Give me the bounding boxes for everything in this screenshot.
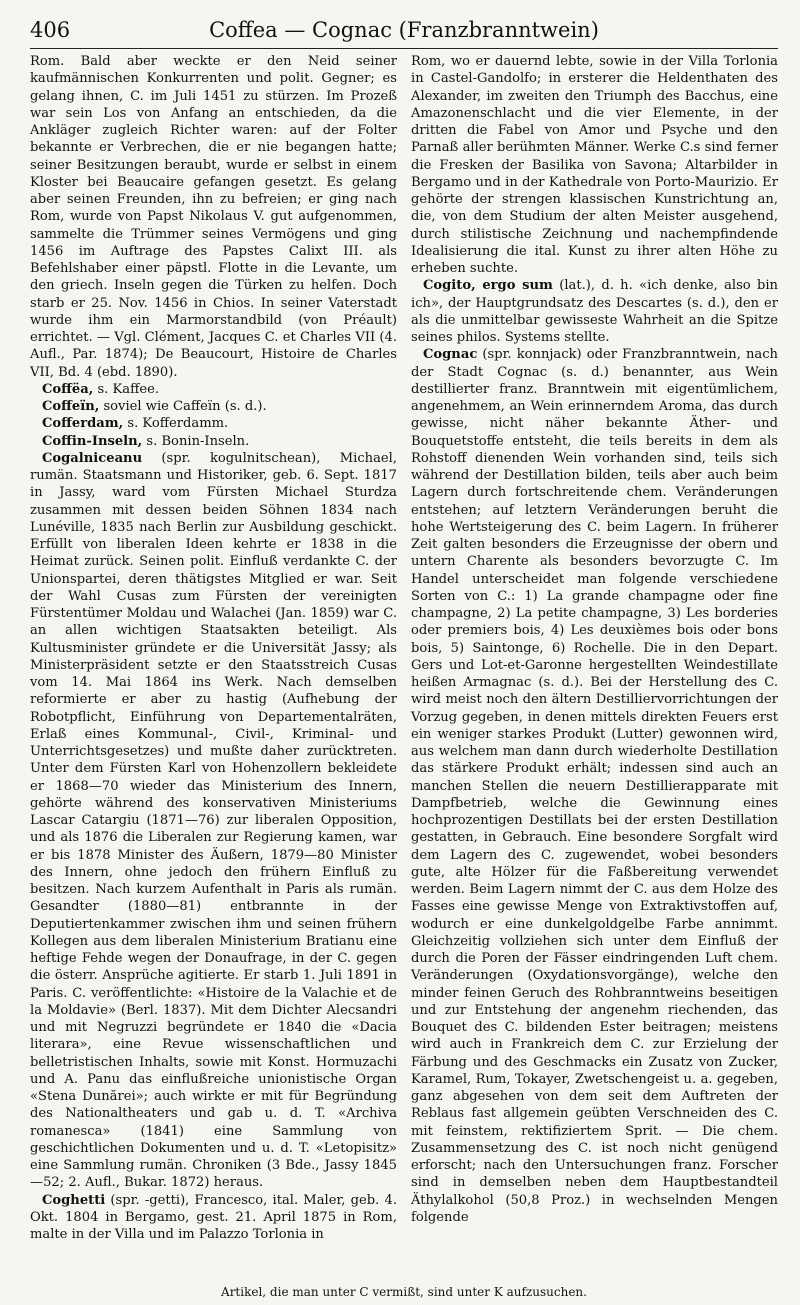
entry-cognac bbox=[411, 346, 778, 1226]
entry-coffin-inseln bbox=[30, 433, 397, 450]
headword: Cofferdam, bbox=[42, 416, 124, 432]
headword: Cogito, ergo sum bbox=[423, 278, 553, 294]
text-columns bbox=[30, 53, 778, 1243]
right-column bbox=[411, 53, 778, 1243]
headword: Cogalniceanu bbox=[42, 450, 143, 466]
entry-continuation: Rom. Bald aber weckte er den Neid seiner kaufmännischen Konkurrenten und polit. Gegner; es gelang ihnen, C. im Juli 1451 zu stürzen. Im Prozeß war sein Los von Anfang an entschieden, da die Ankläger zugleich Richter waren: auf der Folter bekannte er Verbrechen, die er nie begangen hatte; seiner Besitzungen beraubt, wurde er selbst in einem Kloster bei Beaucaire gefangen gesetzt. Es gelang aber seinen Freunden, ihn zu befreien; er ging nach Rom, wurde von Papst Nikolaus V. gut aufgenommen, sammelte die Trümmer seines Vermögens und ging 1456 im Auftrage des Papstes Calixt III. als Befehlshaber einer päpstl. Flotte in die Levante, um den griech. Inseln gegen die Türken zu helfen. Doch starb er 25. Nov. 1456 in Chios. In seiner Vaterstadt wurde ihm ein Marmorstandbild (von Préault) errichtet. — Vgl. Clément, Jacques C. et Charles VII (4. Aufl., Par. 1874); De Beaucourt, Histoire de Charles VII, Bd. 4 (ebd. 1890). bbox=[30, 54, 397, 380]
running-head: Coffea — Cognac (Franzbranntwein) bbox=[209, 18, 599, 42]
page-header bbox=[30, 14, 778, 48]
entry-coffein bbox=[30, 398, 397, 415]
headword: Coffëa, bbox=[42, 381, 94, 397]
entry-cofferdam bbox=[30, 415, 397, 432]
entry-continuation: Rom, wo er dauernd lebte, sowie in der Villa Torlonia in Castel-Gandolfo; in ersterer die Heldenthaten des Alexander, im zweiten den Triumph des Bacchus, eine Amazonenschlacht und die vier Elemente, in der dritten die Fabel von Amor und Psyche und den Parnaß aller berühmten Männer. Werke C.s sind ferner die Fresken der Basilika von Savona; Altarbilder in Bergamo und in der Kathedrale von Porto-Maurizio. Er gehörte der strengen klassischen Kunstrichtung an, die, von dem Studium der alten Meister ausgehend, durch stilistische Zeichnung und nachempfindende Idealisierung die ital. Kunst zu ihrer alten Höhe zu erheben suchte. bbox=[411, 54, 778, 276]
headword: Coghetti bbox=[42, 1192, 106, 1208]
headword: Coffeïn, bbox=[42, 399, 100, 414]
entry-cogito bbox=[411, 277, 778, 346]
entry-text: (spr. konnjack) oder Franzbranntwein, nach der Stadt Cognac (s. d.) benannter, aus Wein destillierter franz. Branntwein mit eigentümlichem, angenehmem, an Wein erinnerndem Aroma, das durch gewisse, nicht näher bekannte Äther- und Bouquetstoffe entsteht, die teils bereits in dem als Rohstoff dienenden Wein vorhanden sind, teils sich während der Destillation bilden, teils aber auch beim Lagern durch fortschreitende chem. Veränderungen entstehen; auf letztern Veränderungen beruht die hohe Wertsteigerung des C. beim Lagern. In früherer Zeit galten besonders die Erzeugnisse der obern und untern Charente als besonders bevorzugte C. Im Handel unterscheidet man folgende verschiedene Sorten von C.: 1) La grande champagne oder fine champagne, 2) La petite champagne, 3) Les borderies oder premiers bois, 4) Les deuxièmes bois oder bons bois, 5) Saintonge, 6) Rochelle. Die in den Depart. Gers und Lot-et-Garonne hergestellten Weindestillate heißen Armagnac (s. d.). Bei der Herstellung des C. wird meist noch den ältern Destilliervorrichtungen der Vorzug gegeben, in denen mittels direkten Feuers erst ein weniger starkes Produkt (Lutter) gewonnen wird, aus welchem man dann durch wiederholte Destillation das stärkere Produkt erhält; indessen sind auch an manchen Stellen die neuern Destillierapparate mit Dampfbetrieb, welche die Gewinnung eines hochprozentigen Destillats bei der ersten Destillation gestatten, in Gebrauch. Eine besondere Sorgfalt wird dem Lagern des C. zugewendet, wobei besonders gute, alte Hölzer für die Faßbereitung verwendet werden. Beim Lagern nimmt der C. aus dem Holze des Fasses eine gewisse Menge von Extraktivstoffen auf, wodurch er eine dunkelgoldgelbe Farbe annimmt. Gleichzeitig vollziehen sich unter dem Einfluß der durch die Poren der Fässer eindringenden Luft chem. Veränderungen (Oxydationsvorgänge), welche den minder feinen Geruch des Rohbranntweins beseitigen und zur Entstehung der angenehm riechenden, das Bouquet des C. bildenden Ester beitragen; meistens wird auch in Frankreich dem C. zur Erzielung der Färbung und des Geschmacks ein Zusatz von Zucker, Karamel, Rum, Tokayer, Zwetschengeist u. a. gegeben, ganz abgesehen von dem seit dem Auftreten der Reblaus fast allgemein geübten Verschneiden des C. mit feinstem, rektifiziertem Sprit. — Die chem. Zusammensetzung des C. ist noch nicht genügend erforscht; nach den Untersuchungen franz. Forscher sind in demselben neben dem Hauptbestandteil Äthylalkohol (50,8 Proz.) in wechselnden Mengen folgende bbox=[411, 347, 778, 1225]
headword: Coffin-Inseln, bbox=[42, 433, 143, 449]
entry-text: (lat.), d. h. «ich denke, also bin ich», der Hauptgrundsatz des Descartes (s. d.), den er als die unmittelbar gewisseste Wahrheit an die Spitze seines philos. Systems stellte. bbox=[411, 278, 778, 345]
entry-text: soviel wie Caffeïn (s. d.). bbox=[99, 399, 267, 414]
headword: Cognac bbox=[423, 347, 478, 363]
page-number: 406 bbox=[30, 18, 71, 42]
entry-text: s. Kaffee. bbox=[93, 381, 160, 397]
entry-cogalniceanu bbox=[30, 450, 397, 1192]
header-rule bbox=[30, 48, 778, 49]
entry-text: (spr. -getti), Francesco, ital. Maler, geb. 4. Okt. 1804 in Bergamo, gest. 21. April 1875 in Rom, malte in der Villa und im Palazzo Torlonia in bbox=[30, 1192, 397, 1242]
entry-text: s. Bonin-Inseln. bbox=[142, 433, 250, 449]
entry-coghetti bbox=[30, 1192, 397, 1244]
entry-coffea bbox=[30, 381, 397, 398]
page-footnote: Artikel, die man unter C vermißt, sind unter K aufzusuchen. bbox=[221, 1285, 587, 1299]
entry-text: s. Kofferdamm. bbox=[123, 416, 229, 432]
entry-text: (spr. kogulnitschean), Michael, rumän. Staatsmann und Historiker, geb. 6. Sept. 1817 in Jassy, ward vom Fürsten Michael Sturdza zusammen mit dessen beiden Söhnen 1834 nach Lunéville, 1835 nach Berlin zur Ausbildung geschickt. Erfüllt von liberalen Ideen kehrte er 1838 in die Heimat zurück. Seinen polit. Einfluß verdankte C. der Unionspartei, deren thätigstes Mitglied er war. Seit der Wahl Cusas zum Fürsten der vereinigten Fürstentümer Moldau und Walachei (Jan. 1859) war C. an allen wichtigen Staatsakten beteiligt. Als Kultusminister gründete er die Universität Jassy; als Ministerpräsident setzte er den Staatsstreich Cusas vom 14. Mai 1864 ins Werk. Nach demselben reformierte er aber zu hastig (Aufhebung der Robotpflicht, Einführung von Departementalräten, Erlaß eines Kommunal-, Civil-, Kriminal- und Unterrichtsgesetzes) und mußte daher zurücktreten. Unter dem Fürsten Karl von Hohenzollern bekleidete er 1868—70 wieder das Ministerium des Innern, gehörte während des konservativen Ministeriums Lascar Catargiu (1871—76) zur liberalen Opposition, und als 1876 die Liberalen zur Regierung kamen, war er bis 1878 Minister des Äußern, 1879—80 Minister des Innern, ohne jedoch den frühern Einfluß zu besitzen. Nach kurzem Aufenthalt in Paris als rumän. Gesandter (1880—81) entbrannte in der Deputiertenkammer zwischen ihm und seinen frühern Kollegen aus dem liberalen Ministerium Bratianu eine heftige Fehde wegen der Donaufrage, in der C. gegen die österr. Ansprüche agitierte. Er starb 1. Juli 1891 in Paris. C. veröffentlichte: «Histoire de la Valachie et de la Moldavie» (Berl. 1837). Mit dem Dichter Alecsandri und mit Negruzzi begründete er 1840 die «Dacia literara», eine Revue wissenschaftlichen und belletristischen Inhalts, sowie mit Konst. Hormuzachi und A. Panu das einflußreiche unionistische Organ «Stena Dunărei»; auch wirkte er mit für Begründung des Nationaltheaters und gab u. d. T. «Archiva romanesca» (1841) eine Sammlung von geschichtlichen Dokumenten und u. d. T. «Letopisitz» eine Sammlung rumän. Chroniken (3 Bde., Jassy 1845—52; 2. Aufl., Bukar. 1872) heraus. bbox=[30, 450, 397, 1191]
left-column bbox=[30, 53, 397, 1243]
